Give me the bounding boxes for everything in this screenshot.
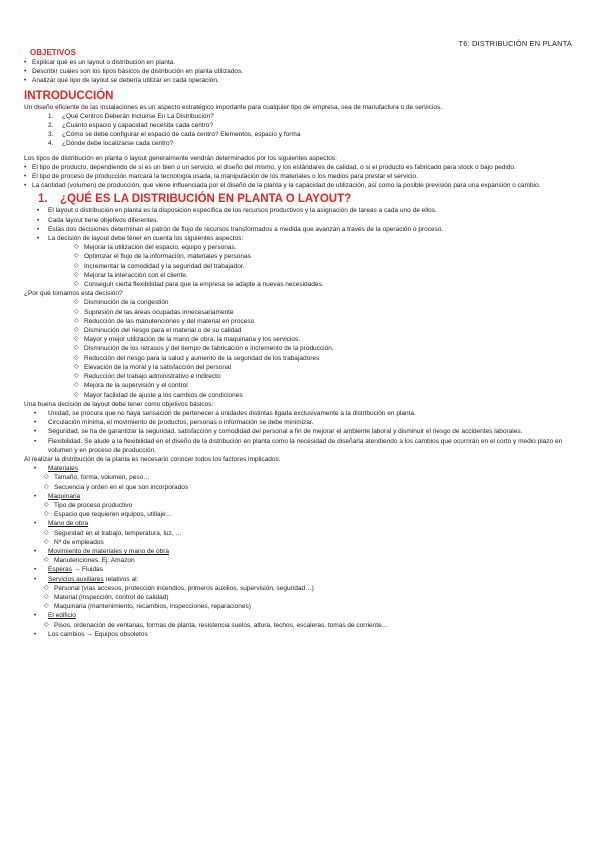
list-item: ◇ Mejorar la utilización del espacio, equipo y personas.	[24, 243, 572, 252]
types-list	[24, 163, 572, 191]
intro-questions	[24, 112, 572, 149]
list-item: ◇ Mejorar la interacción con el cliente.	[24, 271, 572, 280]
list-item: 1. ¿Qué Centros Deberán Incluirse En La Distribución?	[48, 112, 214, 120]
list-item: • Describir cuáles son los tipos básicos de distribución en planta utilizados.	[24, 67, 572, 76]
factor-item: • Servicios auxiliares relativos al:	[24, 575, 572, 584]
list-item: • Estas dos decisiones determinan el patrón de flujo de recursos transformados a medida que avanzan a través de la operación o proceso.	[24, 225, 572, 234]
factor-item: • Esperas → Fluidas	[24, 565, 572, 574]
list-item: ◇ Mayor y mejor utilización de la mano de obra, la maquinaria y los servicios.	[24, 335, 572, 344]
list-item: • Cada layout tiene objetivos diferentes.	[24, 216, 572, 225]
factor-item: • Materiales	[24, 464, 572, 473]
list-item: • Flexibilidad. Se alude a la flexibilidad en el diseño de la distribución en planta como la necesidad de diseñarla atendiendo a los cambios que ocurrirán en el corto y medio plazo en volumen y en proceso de producción.	[24, 437, 572, 455]
list-item: ◇ Espacio que requieren equipos, utillaje…	[24, 510, 572, 519]
list-item: ◇ Pisos, ordenación de ventanas, formas de planta, resistencia suelos, altura, techos, escaleras, tomas de corriente…	[24, 621, 572, 630]
types-intro: Los tipos de distribución en planta o layout generalmente vendrán determinados por los siguientes aspectos:	[24, 154, 337, 162]
list-item: ◇ Mejora de la supervisión y el control	[24, 381, 572, 390]
factor-item: • Movimiento de materiales y mano de obra	[24, 547, 572, 556]
list-item: 4. ¿Dónde debe localizarse cada centro?	[48, 140, 174, 148]
list-item: • Seguridad, se ha de garantizar la seguridad, satisfacción y comodidad del personal a fin de mejorar el ambiente laboral y disminuir el riesgo de accidentes laborales.	[24, 427, 572, 436]
list-item: ◇ Nº de empleados	[24, 538, 572, 547]
factor-item: • Los cambios → Equipos obsoletos	[24, 630, 572, 639]
list-item: ◇ Tamaño, forma, volumen, peso…	[24, 473, 572, 482]
objetivos-heading: OBJETIVOS	[30, 48, 76, 57]
list-item: • La decisión de layout debe tener en cuenta los siguientes aspectos:	[24, 234, 572, 243]
list-item: ◇ Material (inspección, control de calidad)	[24, 593, 572, 602]
document-content	[24, 47, 572, 639]
list-item: • El layout o distribución en planta es la disposición específica de los recursos productivos y la asignación de tareas a cada uno de ellos.	[24, 206, 572, 215]
objetivos-list	[24, 58, 572, 86]
list-item: ◇ Reducción de las manutenciones y del material en proceso	[24, 317, 572, 326]
header-title: T6: DISTRIBUCIÓN EN PLANTA	[458, 39, 572, 48]
list-item: 2. ¿Cuánto espacio y capacidad necesita cada centro?	[48, 122, 214, 130]
list-item: ◇ Optimizar el flujo de la información, materiales y personas	[24, 252, 572, 261]
why-list	[24, 298, 572, 399]
list-item: • Circulación mínima, el movimiento de productos, personas o información se debe minimizar.	[24, 418, 572, 427]
list-item: ◇ Supresión de las áreas ocupadas innecesariamente	[24, 308, 572, 317]
list-item: ◇ Reducción del riesgo para la salud y aumento de la seguridad de los trabajadores	[24, 354, 572, 363]
list-item: ◇ Secuencia y orden en el que son incorporados	[24, 483, 572, 492]
list-item: ◇ Disminución del riesgo para el material o de su calidad	[24, 326, 572, 335]
list-item: • Explicar qué es un layout o distribución en planta.	[24, 58, 572, 67]
factor-item: • Maquinaria	[24, 492, 572, 501]
section1-heading: 1. ¿QUÉ ES LA DISTRIBUCIÓN EN PLANTA O LAYOUT?	[38, 193, 352, 206]
list-item: • El tipo de producto, dependiendo de si es un bien o un servicio, el diseño del mismo, y los estándares de calidad, o si el producto es fabricado para stock o bajo pedido.	[24, 163, 572, 172]
intro-paragraph: Un diseño eficiente de las instalaciones es un aspecto estratégico importante para cualquier tipo de empresa, sea de manufactura o de servicios.	[24, 103, 443, 111]
list-item: ◇ Seguridad en el trabajo, temperatura, luz, …	[24, 529, 572, 538]
list-item: • Unidad, se procura que no haya sensación de pertenecer a unidades distintas ligada exclusivamente a la distribución en planta.	[24, 409, 572, 418]
list-item: 3. ¿Cómo se debe configurar el espacio de cada centro? Elementos, espacio y forma	[48, 131, 301, 139]
list-item: ◇ Elevación de la moral y la satisfacción del personal	[24, 363, 572, 372]
list-item: ◇ Incrementar la comodidad y la seguridad del trabajador.	[24, 262, 572, 271]
factor-item: • Mano de obra	[24, 519, 572, 528]
list-item: ◇ Conseguir cierta flexibilidad para que la empresa se adapte a nuevas necesidades.	[24, 280, 572, 289]
factors-title: Al realizar la distribución de la planta es necesario conocer todos los factores implicados:	[24, 455, 281, 463]
list-item: ◇ Tipo de proceso productivo	[24, 501, 572, 510]
aspects-list	[24, 243, 572, 289]
factor-item: • El edificio	[24, 611, 572, 620]
introduccion-heading: INTRODUCCIÓN	[24, 89, 114, 102]
list-item: ◇ Manutenciones. Ej: Amazon	[24, 556, 572, 565]
list-item: ◇ Personal (vías accesos, protección incendios, primeros auxilios, supervisión, seguridad…)	[24, 584, 572, 593]
list-item: ◇ Mayor facilidad de ajuste a los cambios de condiciones	[24, 391, 572, 400]
good-list	[24, 409, 572, 455]
why-title: ¿Por qué tomamos esta decisión?	[24, 290, 123, 298]
list-item: • Analizar qué tipo de layout se debería utilizar en cada operación.	[24, 76, 572, 85]
list-item: ◇ Disminución de la congestión	[24, 298, 572, 307]
list-item: • El tipo de proceso de producción marcará la tecnología usada, la manipulación de los materiales o los medios para prestar el servicio.	[24, 172, 572, 181]
good-title: Una buena decisión de layout debe tener como objetivos básicos:	[24, 400, 214, 408]
list-item: ◇ Disminución de los retrasos y del tiempo de fabricación e incremento de la producción.	[24, 344, 572, 353]
section1-bullets	[24, 206, 572, 243]
list-item: • La cantidad (volumen) de producción, que viene influenciada por el diseño de la planta y la capacidad de utilización, así como la posible previsión para una expansión o cambio.	[24, 181, 572, 190]
factors-list	[24, 464, 572, 639]
list-item: ◇ Maquinaria (mantenimiento, recambios, inspecciones, reparaciones)	[24, 602, 572, 611]
list-item: ◇ Reducción del trabajo administrativo e indirecto	[24, 372, 572, 381]
